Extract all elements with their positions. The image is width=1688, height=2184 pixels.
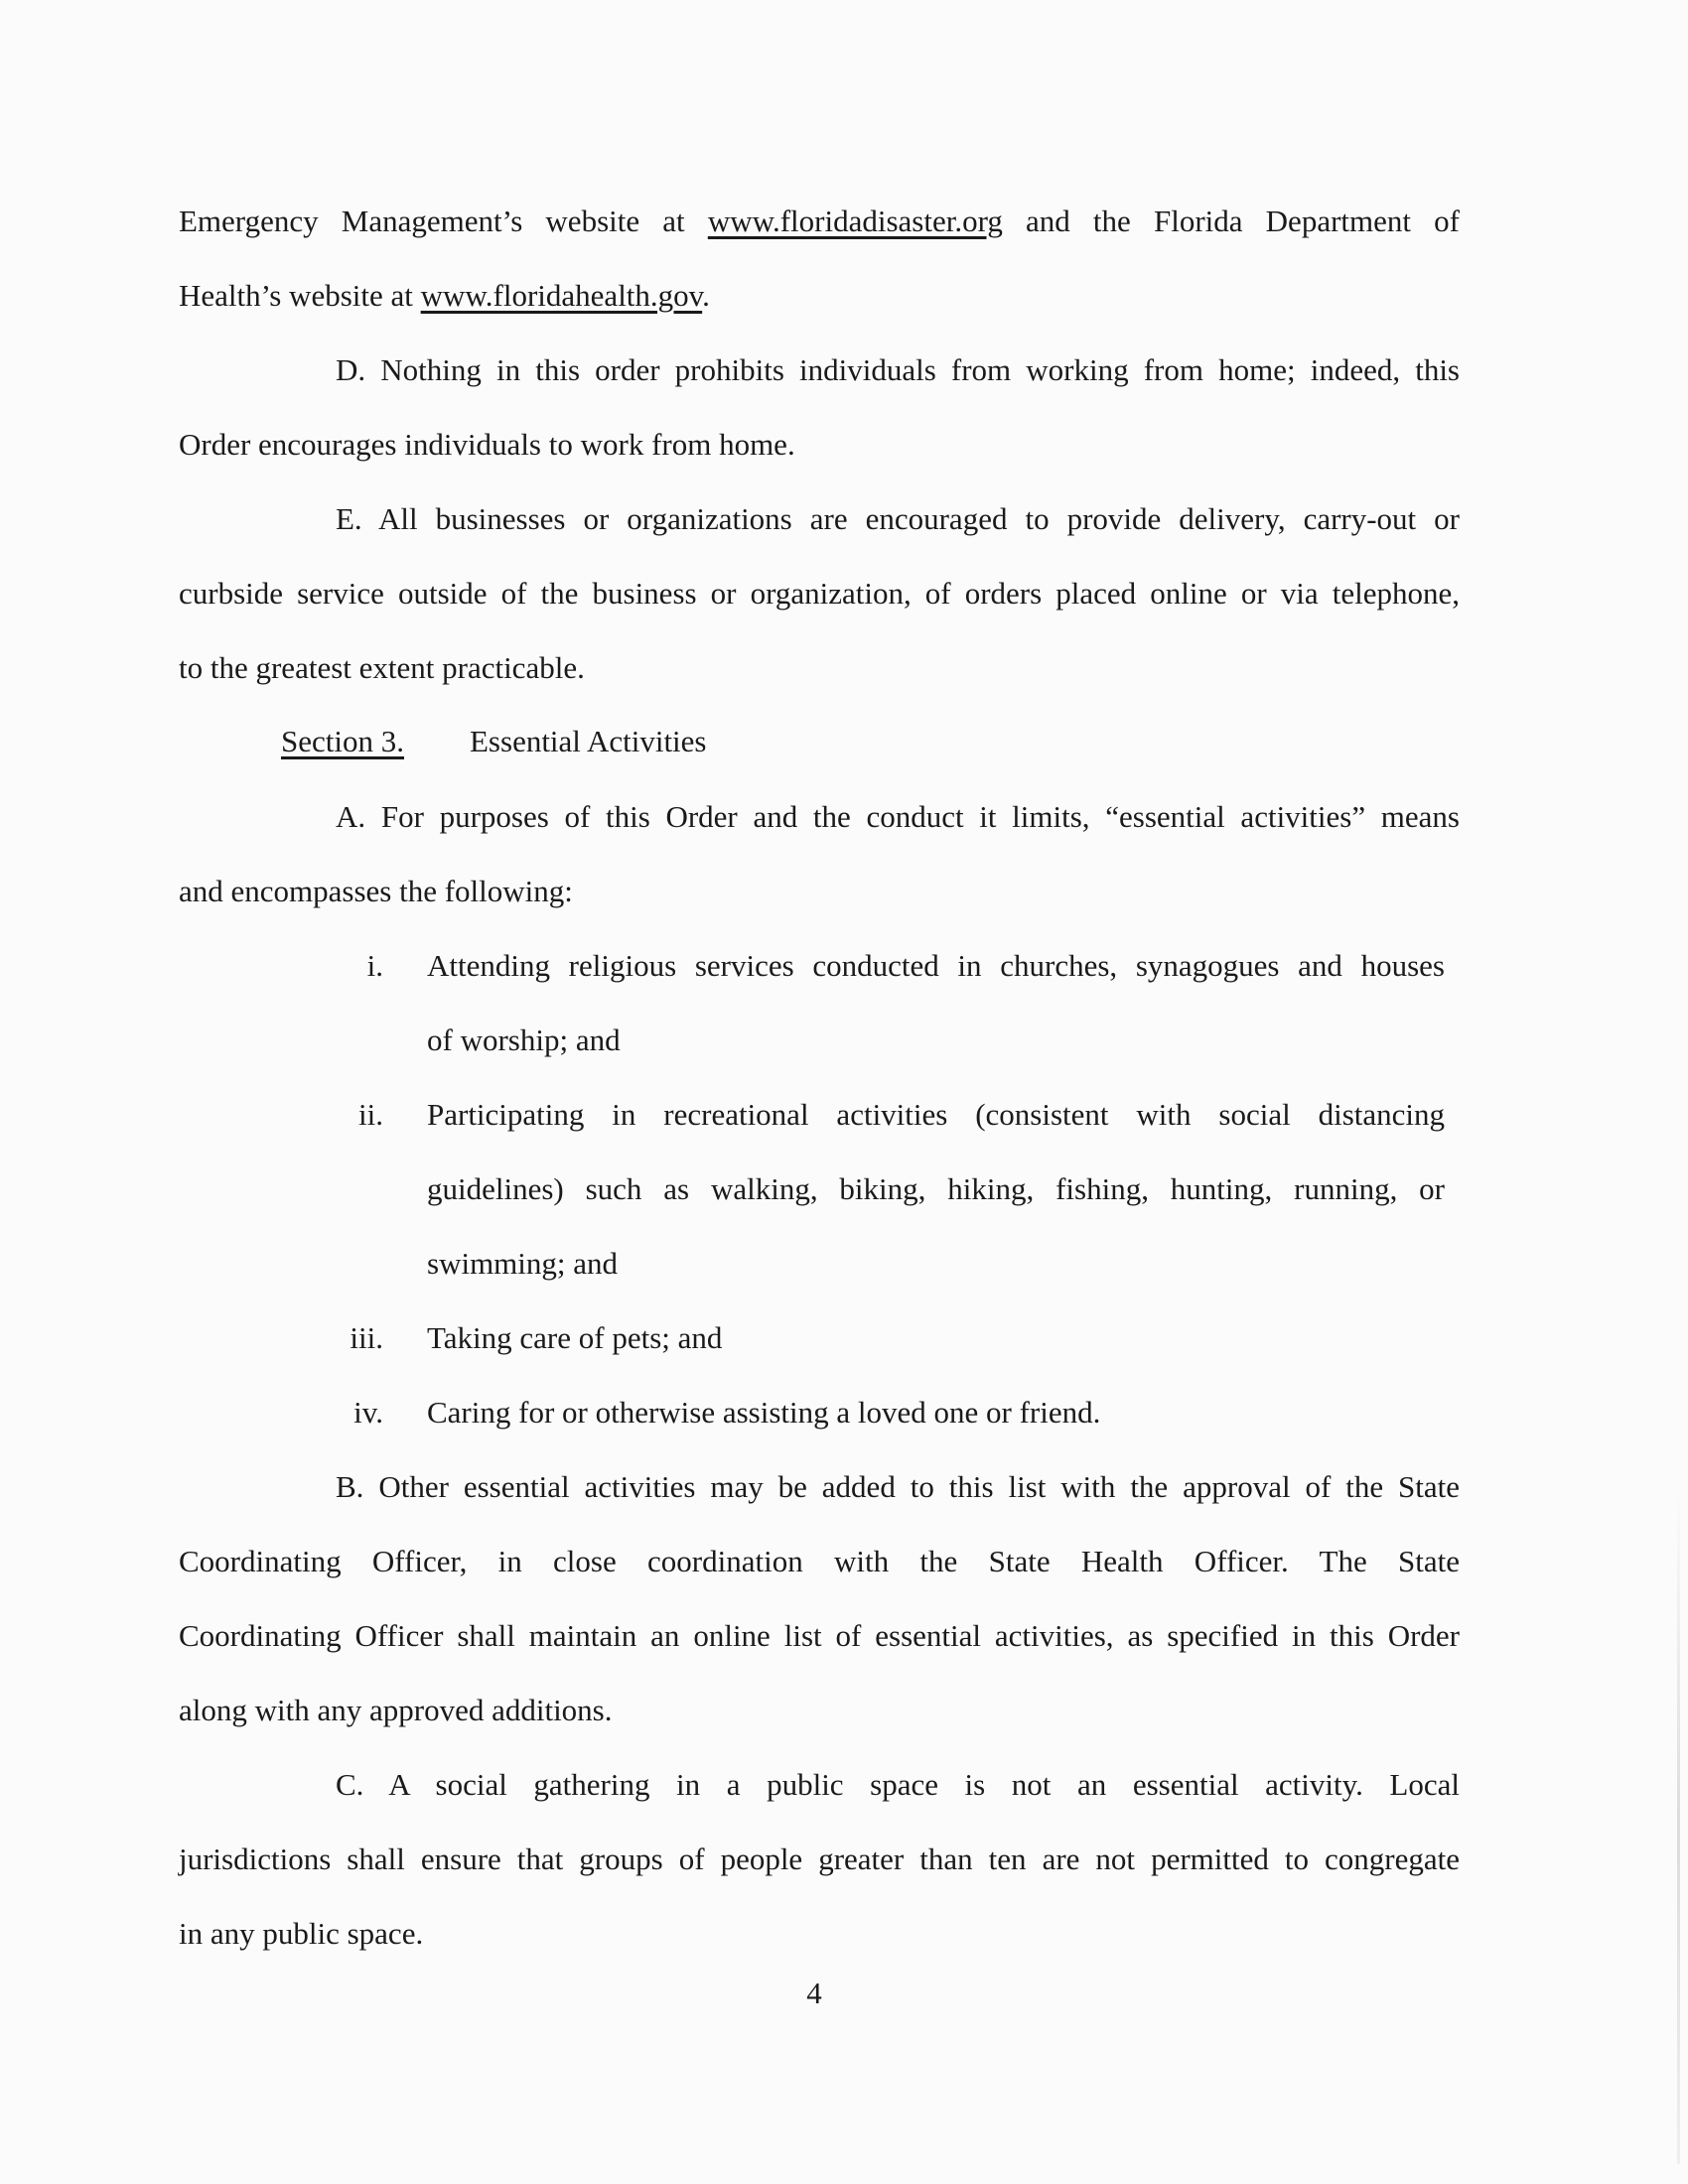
paragraph-c-continuation (179, 184, 1460, 333)
list-item (328, 1077, 1445, 1300)
paragraph-line: E. All businesses or organizations are encouraged to provide delivery, carry-out or (336, 501, 1460, 536)
paragraph-line: Emergency Management’s website at www.floridadisaster.org and the Florida Department of (179, 204, 1460, 238)
section-title: Essential Activities (470, 724, 707, 758)
list-item (328, 1375, 1445, 1449)
paragraph-line: to the greatest extent practicable. (179, 650, 585, 685)
paragraph-line: in any public space. (179, 1916, 424, 1951)
list-item-line: guidelines) such as walking, biking, hiking, fishing, hunting, running, or (427, 1171, 1445, 1206)
list-item-line: Attending religious services conducted in churches, synagogues and houses (427, 948, 1445, 983)
list-item (328, 1300, 1445, 1375)
paragraph-line: A. For purposes of this Order and the conduct it limits, “essential activities” means (336, 799, 1460, 834)
paragraph-line: and encompasses the following: (179, 874, 573, 908)
paragraph-c (179, 1747, 1460, 1971)
paragraph-a (179, 779, 1460, 928)
page-number: 4 (806, 1976, 822, 2010)
paragraph-e (179, 481, 1460, 705)
list-item-number: iii. (350, 1320, 383, 1355)
paragraph-b (179, 1449, 1460, 1747)
paragraph-line: B. Other essential activities may be added to this list with the approval of the State (336, 1469, 1460, 1504)
list-item-number: ii. (358, 1097, 383, 1132)
list-item-line: Taking care of pets; and (427, 1320, 723, 1355)
paragraph-line: C. A social gathering in a public space is not an essential activity. Local (336, 1767, 1460, 1802)
list-item-number: i. (366, 948, 383, 983)
section-heading (281, 704, 707, 778)
floridahealth-link[interactable]: www.floridahealth.gov (420, 278, 703, 313)
paragraph-line: Order encourages individuals to work from home. (179, 427, 795, 462)
paragraph-d (179, 333, 1460, 481)
floridadisaster-link[interactable]: www.floridadisaster.org (707, 204, 1003, 238)
paragraph-line: Health’s website at www.floridahealth.gov. (179, 278, 710, 313)
paragraph-line: D. Nothing in this order prohibits individuals from working from home; indeed, this (336, 352, 1460, 387)
list-item-line: of worship; and (427, 1023, 621, 1057)
list-item-line: Caring for or otherwise assisting a loved one or friend. (427, 1395, 1101, 1430)
section-label: Section 3. (281, 724, 404, 758)
scan-edge-shadow (1677, 1489, 1680, 2164)
paragraph-line: along with any approved additions. (179, 1693, 613, 1727)
list-item-number: iv. (353, 1395, 383, 1430)
essential-activities-list (328, 928, 1445, 1449)
paragraph-line: Coordinating Officer, in close coordination with the State Health Officer. The State (179, 1544, 1460, 1578)
list-item-line: Participating in recreational activities (consistent with social distancing (427, 1097, 1445, 1132)
paragraph-line: jurisdictions shall ensure that groups of people greater than ten are not permitted to congregate (179, 1842, 1460, 1876)
list-item-line: swimming; and (427, 1246, 619, 1281)
paragraph-line: curbside service outside of the business or organization, of orders placed online or via telephone, (179, 576, 1460, 611)
paragraph-line: Coordinating Officer shall maintain an online list of essential activities, as specified in this Order (179, 1618, 1460, 1653)
list-item (328, 928, 1445, 1077)
